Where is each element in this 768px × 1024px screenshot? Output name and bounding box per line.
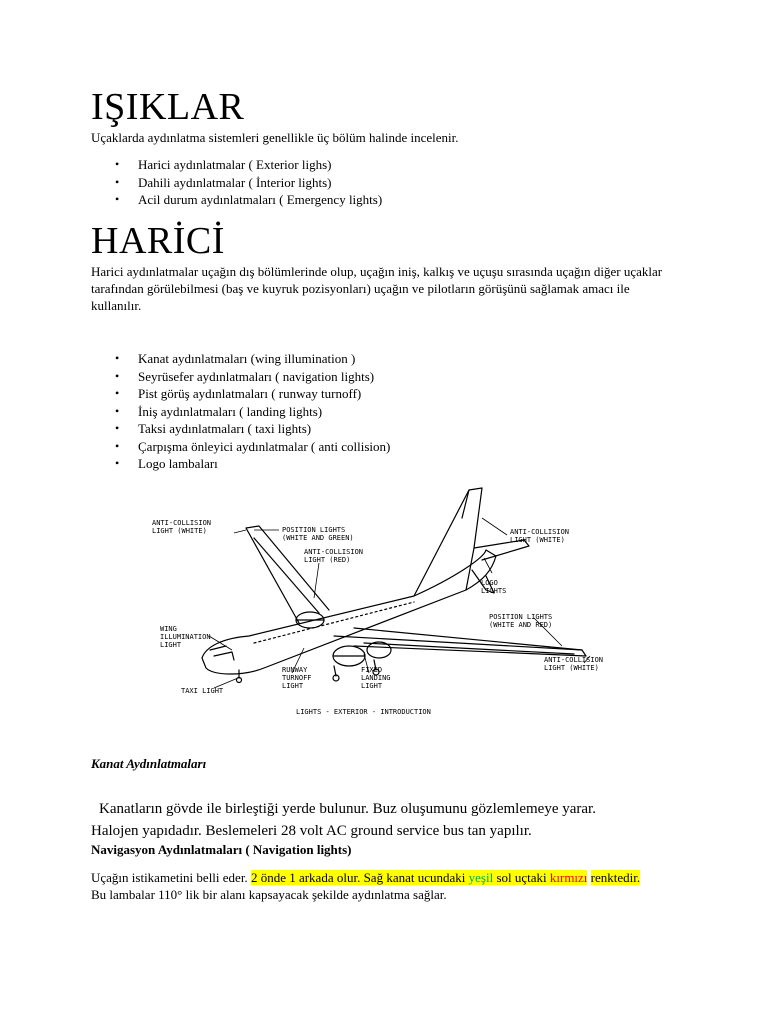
wing-section-line-2: Halojen yapıdadır. Beslemeleri 28 volt AC ground service bus tan yapılır. [91,823,532,839]
green-word: yeşil [468,870,494,885]
svg-text:LANDING: LANDING [361,674,391,682]
list-item: • Seyrüsefer aydınlatmaları ( navigation lights) [91,368,390,386]
section-title-isiklar: IŞIKLAR [91,86,245,128]
list-item: • İniş aydınlatmaları ( landing lights) [91,403,390,421]
label-runway-turnoff: RUNWAY [282,666,308,674]
section1-list [91,156,382,209]
svg-text:LIGHT: LIGHT [361,682,383,690]
list-item: • Harici aydınlatmalar ( Exterior lighs) [91,156,382,174]
svg-text:LIGHT (RED): LIGHT (RED) [304,556,351,564]
section2-list [91,350,390,473]
aircraft-drawing [114,478,634,723]
wing-section-heading: Kanat Aydınlatmaları [91,756,207,771]
svg-text:ILLUMINATION: ILLUMINATION [160,633,211,641]
section2-intro: Harici aydınlatmalar uçağın dış bölümlerinde olup, uçağın iniş, kalkış ve uçuşu sırasında uçağın diğer uçaklar tarafından görülebilmesi (baş ve kuyruk pozisyonları) uçağın ve pilotların görüşünü sağlamak amacı ile kullanılır. [91,264,663,313]
list-item: • Taksi aydınlatmaları ( taxi lights) [91,420,390,438]
list-item: • Kanat aydınlatmaları (wing illumination ) [91,350,390,368]
list-item: • Pist görüş aydınlatmaları ( runway turnoff) [91,385,390,403]
svg-text:(WHITE AND GREEN): (WHITE AND GREEN) [282,534,354,542]
svg-text:LIGHT (WHITE): LIGHT (WHITE) [152,527,207,535]
label-wing-illumination: WING [160,625,177,633]
wing-section-line-1: Kanatların gövde ile birleştiği yerde bulunur. Buz oluşumunu gözlemlemeye yarar. [99,801,596,817]
svg-text:LIGHT (WHITE): LIGHT (WHITE) [510,536,565,544]
label-logo-lights: LOGO [481,579,498,587]
svg-text:LIGHT: LIGHT [282,682,304,690]
svg-text:LIGHTS: LIGHTS [481,587,507,595]
svg-text:TURNOFF: TURNOFF [282,674,312,682]
list-item: • Logo lambaları [91,455,390,473]
label-fixed-landing: FIXED [361,666,383,674]
list-item: • Çarpışma önleyici aydınlatmalar ( anti collision) [91,438,390,456]
list-item: • Dahili aydınlatmalar ( İnterior lights) [91,174,382,192]
label-anti-collision-white-tail: ANTI-COLLISION [510,528,570,536]
label-position-lights-green: POSITION LIGHTS [282,526,346,534]
label-anti-collision-red: ANTI-COLLISION [304,548,364,556]
label-position-lights-red: POSITION LIGHTS [489,613,553,621]
section-title-harici: HARİCİ [91,220,225,262]
list-item: • Acil durum aydınlatmaları ( Emergency lights) [91,191,382,209]
svg-text:(WHITE AND RED): (WHITE AND RED) [489,621,553,629]
label-anti-collision-white-left: ANTI-COLLISION [152,519,212,527]
label-taxi-light: TAXI LIGHT [181,687,224,695]
nav-section-heading: Navigasyon Aydınlatmaları ( Navigation lights) [91,842,352,857]
red-word: kırmızı [549,870,588,885]
figure-caption: LIGHTS - EXTERIOR - INTRODUCTION [296,708,431,716]
section1-intro: Uçaklarda aydınlatma sistemleri genellikle üç bölüm halinde incelenir. [91,130,459,145]
aircraft-lights-diagram [114,478,634,723]
svg-text:LIGHT: LIGHT [160,641,182,649]
nav-section-body: Uçağın istikametini belli eder. 2 önde 1 arkada olur. Sağ kanat ucundaki yeşil sol uçtaki kırmızı renktedir. Bu lambalar 110° lik bir alanı kapsayacak şekilde aydınlatma sağlar. [91,870,641,902]
svg-text:LIGHT (WHITE): LIGHT (WHITE) [544,664,599,672]
label-anti-collision-white-right: ANTI-COLLISION [544,656,604,664]
